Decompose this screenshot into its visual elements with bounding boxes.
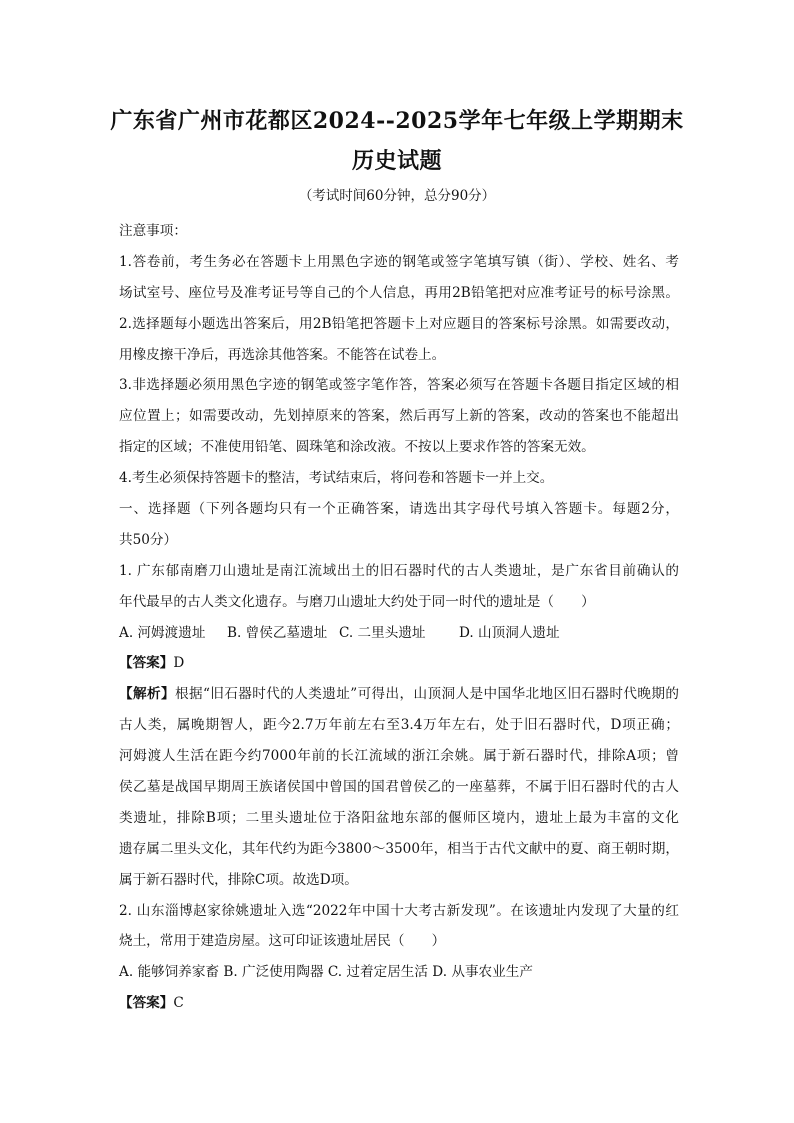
question-1-option-d: D. 山顶洞人遗址: [459, 624, 560, 641]
question-1-options: [119, 618, 679, 649]
exam-time-info: （考试时间60分钟，总分90分）: [298, 188, 496, 204]
answer-value: D: [173, 655, 185, 672]
question-1-analysis-line-2: 古人类，属晚期智人，距今2.7万年前左右至3.4万年左右，处于旧石器时代，D项正确；: [119, 717, 679, 734]
question-1-analysis-line-7: 属于新石器时代，排除C项。故选D项。: [119, 871, 358, 888]
note-3-line-1: 3.非选择题必须用黑色字迹的钢笔或签字笔作答，答案必须写在答题卡各题目指定区域的相: [119, 377, 679, 394]
note-2-line-1: 2.选择题每小题选出答案后，用2B铅笔把答题卡上对应题目的答案标号涂黑。如需要改动，: [119, 315, 679, 332]
analysis-text: 根据“旧石器时代的人类遗址”可得出，山顶洞人是中国华北地区旧石器时代晚期的: [174, 686, 679, 703]
question-1-stem-line-2: 年代最早的古人类文化遗存。与磨刀山遗址大约处于同一时代的遗址是（ ）: [119, 593, 595, 610]
note-1-line-1: 1.答卷前，考生务必在答题卡上用黑色字迹的钢笔或签字笔填写镇（街）、学校、姓名、考: [119, 253, 679, 270]
answer-value: C: [173, 995, 184, 1012]
note-3-line-3: 指定的区域；不准使用铅笔、圆珠笔和涂改液。不按以上要求作答的答案无效。: [119, 439, 595, 456]
question-1-analysis-line-3: 河姆渡人生活在距今约7000年前的长江流域的浙江余姚。属于新石器时代，排除A项；曾: [119, 748, 679, 765]
question-1-option-c: C. 二里头遗址: [339, 624, 426, 641]
answer-label: 【答案】: [119, 655, 174, 672]
note-2-line-2: 用橡皮擦干净后，再选涂其他答案。不能答在试卷上。: [119, 346, 446, 363]
section-heading-line-1: 一、选择题（下列各题均只有一个正确答案，请选出其字母代号填入答题卡。每题2分，: [119, 501, 679, 518]
question-2-options: A. 能够饲养家畜 B. 广泛使用陶器 C. 过着定居生活 D. 从事农业生产: [119, 964, 533, 981]
notes-heading: 注意事项：: [119, 223, 187, 239]
section-heading-line-2: 共50分）: [119, 531, 178, 548]
question-2-stem-line-2: 烧土，常用于建造房屋。这可印证该遗址居民（ ）: [119, 933, 446, 950]
document-body: [119, 216, 679, 1019]
question-2-answer: [119, 988, 679, 1019]
document-subject-title: 历史试题: [351, 148, 442, 174]
question-1-analysis-line-5: 类遗址，排除B项；二里头遗址位于洛阳盆地东部的偃师区境内，遗址上最为丰富的文化: [119, 809, 679, 826]
question-1-answer: [119, 648, 679, 679]
analysis-label: 【解析】: [119, 686, 175, 703]
question-1-option-a: A. 河姆渡遗址: [119, 624, 206, 641]
note-4-line-1: 4.考生必须保持答题卡的整洁，考试结束后，将问卷和答题卡一并上交。: [119, 470, 554, 487]
document-title: 广东省广州市花都区2024--2025学年七年级上学期期末: [110, 108, 684, 134]
note-1-line-2: 场试室号、座位号及准考证号等自己的个人信息，再用2B铅笔把对应准考证号的标号涂黑。: [119, 284, 679, 301]
answer-label: 【答案】: [119, 995, 174, 1012]
note-3-line-2: 应位置上；如需要改动，先划掉原来的答案，然后再写上新的答案，改动的答案也不能超出: [119, 408, 679, 425]
question-1-analysis-line-6: 遗存属二里头文化，其年代约为距今3800～3500年，相当于古代文献中的夏、商王朝时期，: [119, 840, 679, 857]
question-1-stem-line-1: 1. 广东郁南磨刀山遗址是南江流域出土的旧石器时代的古人类遗址，是广东省目前确认的: [119, 562, 679, 579]
question-1-analysis-line-4: 侯乙墓是战国早期周王族诸侯国中曾国的国君曾侯乙的一座墓葬，不属于旧石器时代的古人: [119, 779, 679, 796]
question-2-stem-line-1: 2. 山东淄博赵家徐姚遗址入选“2022年中国十大考古新发现”。在该遗址内发现了大量的红: [119, 902, 679, 919]
question-1-analysis-line-1: [119, 679, 679, 710]
question-1-option-b: B. 曾侯乙墓遗址: [227, 624, 328, 641]
